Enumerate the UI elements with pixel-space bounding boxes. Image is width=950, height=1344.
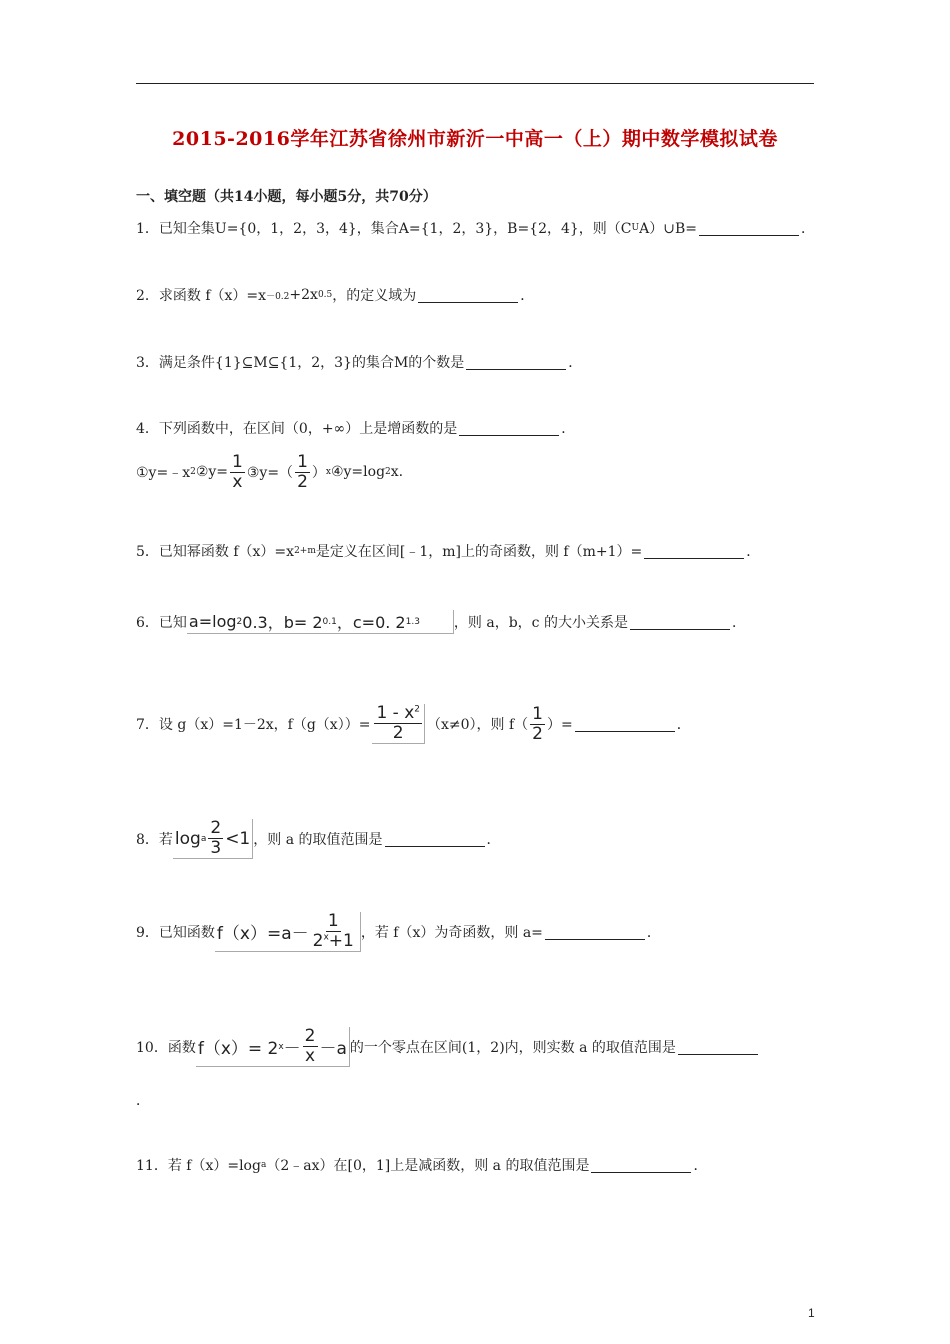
answer-blank[interactable] <box>418 288 518 303</box>
question-1: 1．已知全集U={0，1，2，3，4}，集合A={1，2，3}，B={2，4}，则（C U A）∪B= ． <box>136 221 815 237</box>
question-10: 10．函数 f（x）= 2 x － $\frac{2}{x}$ －a 的一个零点在区间(1，2)内，则实数 a 的取值范围是 <box>136 1024 760 1070</box>
question-4-options: ①y=﹣x 2 ②y= $\frac{1}{x}$ ③y=（ $\frac{1}{2}$ ） x ④y=log 2 x. <box>136 451 404 492</box>
question-6: 6．已知 a=log 2 0.3，b= 2 0.1 ，c=0. 2 1.3 ，则 a，b，c 的大小关系是 ． <box>136 612 746 632</box>
section-heading: 一、填空题（共14小题，每小题5分，共70分） <box>136 189 437 205</box>
question-11: 11．若 f（x）=log a （2﹣ax）在[0，1]上是减函数，则 a 的取值范围是 ． <box>136 1158 708 1174</box>
formula-image: log a $\frac{2}{3}$ <1 <box>173 819 253 858</box>
answer-blank[interactable] <box>678 1040 758 1055</box>
page-number: 1 <box>808 1306 815 1320</box>
answer-blank[interactable] <box>459 421 559 436</box>
header-rule <box>136 83 814 84</box>
page-title: 2015-2016学年江苏省徐州市新沂一中高一（上）期中数学模拟试卷 <box>172 128 778 150</box>
fraction-one-half: $\frac{1}{2}$ <box>532 703 543 744</box>
answer-blank[interactable] <box>630 615 730 630</box>
question-8: 8．若 log a $\frac{2}{3}$ <1 ，则 a 的取值范围是 ． <box>136 818 501 858</box>
answer-blank[interactable] <box>591 1158 691 1173</box>
answer-blank[interactable] <box>644 544 744 559</box>
fraction-one-minus-x2-over-2: $\frac{1 - x^2}{2}$ <box>372 704 425 743</box>
question-5: 5．已知幂函数 f（x）=x 2+m 是定义在区间[﹣1，m]上的奇函数，则 f（m+1）= ． <box>136 544 761 560</box>
fraction-one-half: $\frac{1}{2}$ <box>297 451 308 492</box>
answer-blank[interactable] <box>699 221 799 236</box>
answer-blank[interactable] <box>575 717 675 732</box>
formula-image: f（x）= 2 x － $\frac{2}{x}$ －a <box>196 1027 350 1066</box>
answer-blank[interactable] <box>385 832 485 847</box>
fraction-one-over-x: $\frac{1}{x}$ <box>232 451 243 492</box>
question-3: 3．满足条件{1}⊆M⊆{1，2，3}的集合M的个数是 ． <box>136 355 583 371</box>
formula-image: a=log 2 0.3，b= 2 0.1 ，c=0. 2 1.3 <box>187 610 454 634</box>
formula-image: f（x）=a－ $\frac{1}{2^x+1}$ <box>215 912 361 951</box>
answer-blank[interactable] <box>545 925 645 940</box>
answer-blank[interactable] <box>466 355 566 370</box>
question-7: 7．设 g（x）=1－2x，f（g（x））= $\frac{1 - x^2}{2}$ （x≠0），则 f（ $\frac{1}{2}$ ）= ． <box>136 703 691 744</box>
question-9: 9．已知函数 f（x）=a－ $\frac{1}{2^x+1}$ ，若 f（x）为奇函数，则 a= ． <box>136 911 661 951</box>
question-10-end: ． <box>136 1093 150 1109</box>
question-2: 2．求函数 f（x）=x －0.2 +2x 0.5 ，的定义域为 ． <box>136 287 535 304</box>
question-4: 4．下列函数中，在区间（0，+∞）上是增函数的是 ． <box>136 421 576 437</box>
